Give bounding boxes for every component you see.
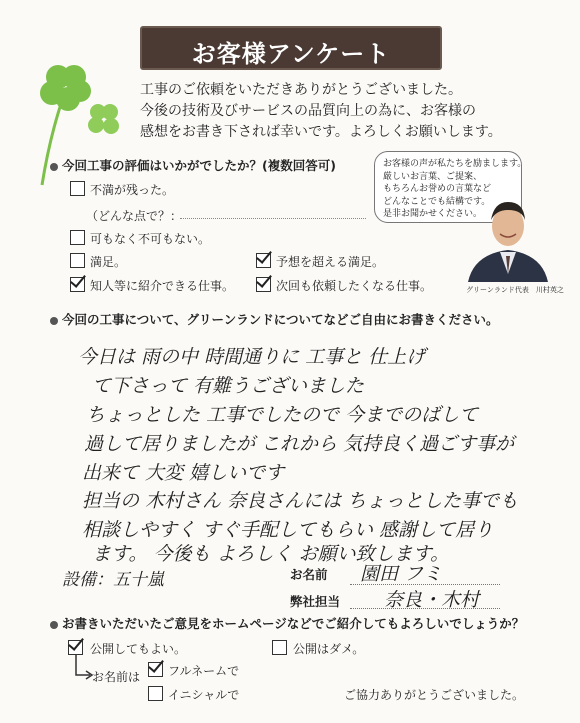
bubble-line: もちろんお誉めの言葉など xyxy=(383,184,492,194)
q3-label: お書きいただいたご意見をホームページなどでご紹介してもよろしいでしょうか？ xyxy=(62,616,525,631)
staff-line[interactable] xyxy=(350,608,500,609)
handwritten-line: 担当の 木村さん 奈良さんには ちょっとした事でも xyxy=(82,490,519,512)
option-exceeded-label: 予想を超える満足。 xyxy=(276,255,385,269)
intro-line: 工事のご依頼をいただきありがとうございました。 xyxy=(140,82,462,98)
which-point-line[interactable] xyxy=(180,218,366,219)
intro-line: 今後の技術及びサービスの品質向上の為に、お客様の xyxy=(140,103,476,119)
handwritten-line: 過して居りましたが これから 気持良く過ごす事が xyxy=(84,433,515,455)
bubble-line: 是非お聞かせください。 xyxy=(383,209,483,219)
q2-label: 今回の工事について、グリーンランドについてなどご自由にお書きください。 xyxy=(62,312,499,327)
arrow-corner-icon xyxy=(72,655,94,681)
name-value: 園田 フミ xyxy=(360,563,443,585)
handwritten-line: 相談しやすく すぐ手配してもらい 感謝して居り xyxy=(82,519,494,541)
checkbox-again[interactable] xyxy=(256,277,271,292)
option-again-label: 次回も依頼したくなる仕事。 xyxy=(276,279,433,293)
q2-heading xyxy=(50,310,499,328)
intro-line: 感想をお書き下されば幸いです。よろしくお願いします。 xyxy=(140,124,502,140)
option-satisfied-label: 満足。 xyxy=(90,255,127,269)
handwritten-line: ちょっとした 工事でしたので 今までのばして xyxy=(86,404,479,426)
checkbox-publish-ok[interactable] xyxy=(68,640,83,655)
photo-caption: グリーンランド代表 川村英之 xyxy=(466,286,564,294)
option-recommend-label: 知人等に紹介できる仕事。 xyxy=(90,279,235,293)
checkbox-recommend[interactable] xyxy=(70,277,85,292)
name-label: お名前 xyxy=(290,567,328,582)
checkbox-initials[interactable] xyxy=(148,686,163,701)
publish-ng-label: 公開はダメ。 xyxy=(293,642,365,656)
staff-label: 弊社担当 xyxy=(290,594,341,609)
name-format-label: お名前は xyxy=(92,670,141,684)
q1-label: 今回工事の評価はいかがでしたか？(複数回答可) xyxy=(62,158,336,173)
publish-ok-label: 公開してもよい。 xyxy=(90,642,187,656)
checkbox-neutral[interactable] xyxy=(70,230,85,245)
bullet-dot-icon xyxy=(50,163,58,171)
representative-photo xyxy=(462,190,554,282)
q3-heading xyxy=(50,614,524,632)
handwritten-line: て下さって 有難うございました xyxy=(92,375,365,397)
handwritten-line: ます。 今後も よろしく お願い致します。 xyxy=(92,543,450,565)
checkbox-exceeded[interactable] xyxy=(256,253,271,268)
survey-title-box xyxy=(140,26,442,70)
fullname-label: フルネームで xyxy=(168,664,240,678)
bubble-line: どんなことでも結構です。 xyxy=(383,196,491,207)
q1-heading xyxy=(50,156,336,174)
intro-text xyxy=(140,80,520,143)
checkbox-publish-ng[interactable] xyxy=(272,640,287,655)
handwritten-line: 今日は 雨の中 時間通りに 工事と 仕上げ xyxy=(78,346,426,368)
thanks-text: ご協力ありがとうございました。 xyxy=(344,688,525,702)
checkbox-satisfied[interactable] xyxy=(70,253,85,268)
checkbox-unsatisfied[interactable] xyxy=(70,181,85,196)
staff-value: 奈良・木村 xyxy=(384,589,480,611)
bubble-line: お客様の声が私たちを励まします。 xyxy=(383,159,527,169)
bullet-dot-icon xyxy=(50,317,58,325)
which-point-label: （どんな点で？： xyxy=(86,209,183,223)
clover-icon xyxy=(84,100,124,140)
checkbox-fullname[interactable] xyxy=(148,662,163,677)
option-unsatisfied-label: 不満が残った。 xyxy=(90,183,175,197)
handwritten-line: 出来て 大変 嬉しいです xyxy=(82,462,285,484)
option-neutral-label: 可もなく不可もない。 xyxy=(90,232,211,246)
bullet-dot-icon xyxy=(50,621,58,629)
initials-label: イニシャルで xyxy=(168,688,240,702)
page-title: お客様アンケート xyxy=(191,40,391,68)
bubble-line: 厳しいお言葉、ご提案、 xyxy=(383,171,483,182)
equipment-note: 設備：五十嵐 xyxy=(62,570,164,590)
